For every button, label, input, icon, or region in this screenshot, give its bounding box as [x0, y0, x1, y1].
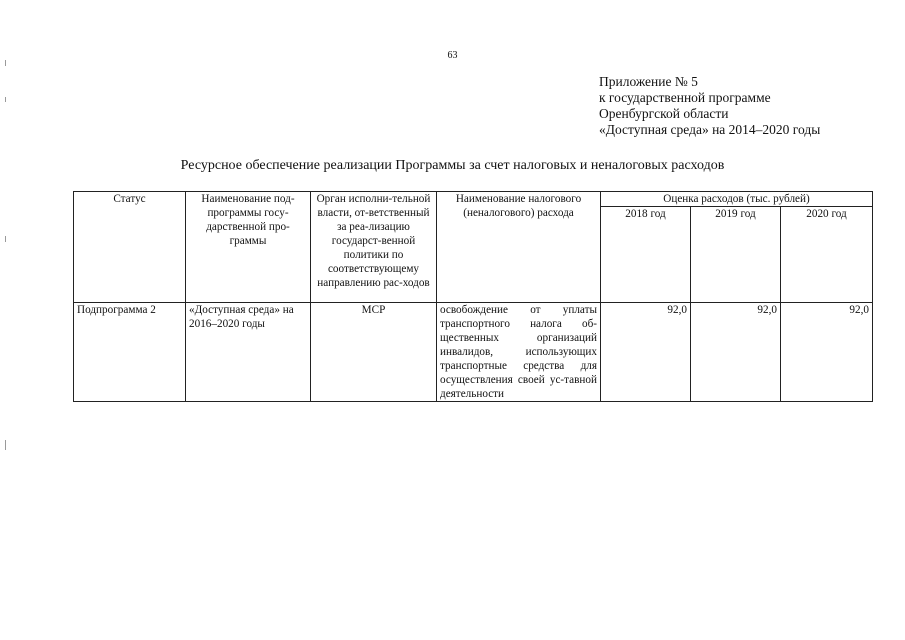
scan-edge-mark	[5, 97, 6, 102]
resource-table	[73, 191, 873, 402]
cell-value: 92,0	[691, 303, 781, 402]
cell-value: 92,0	[781, 303, 873, 402]
table-row	[74, 303, 873, 402]
cell-subprogram: «Доступная среда» на 2016–2020 годы	[186, 303, 311, 402]
appendix-line: «Доступная среда» на 2014–2020 годы	[599, 122, 821, 137]
header-subprogram: Наименование под-программы госу-дарственной про-граммы	[186, 192, 311, 303]
table-header-row	[74, 192, 873, 207]
page-number: 63	[447, 50, 458, 61]
header-year: 2018 год	[601, 207, 691, 303]
scan-edge-mark	[5, 236, 6, 242]
appendix-line: Приложение № 5	[599, 74, 698, 89]
cell-authority: МСР	[311, 303, 437, 402]
cell-status: Подпрограмма 2	[74, 303, 186, 402]
cell-expense: освобождение от уплаты транспортного налога об-щественных организаций инвалидов, использующих транспортные средства для осуществления своей ус-тавной деятельности	[437, 303, 601, 402]
header-expense: Наименование налогового (неналогового) расхода	[437, 192, 601, 303]
cell-value: 92,0	[601, 303, 691, 402]
header-estimate: Оценка расходов (тыс. рублей)	[601, 192, 873, 207]
appendix-line: к государственной программе	[599, 90, 771, 105]
header-authority: Орган исполни-тельной власти, от-ветственный за реа-лизацию государст-венной политики по соответствующему направлению рас-ходов	[311, 192, 437, 303]
header-year: 2020 год	[781, 207, 873, 303]
scan-edge-mark	[5, 440, 6, 450]
appendix-block	[599, 74, 820, 138]
appendix-line: Оренбургской области	[599, 106, 729, 121]
header-year: 2019 год	[691, 207, 781, 303]
header-status: Статус	[74, 192, 186, 303]
document-title: Ресурсное обеспечение реализации Программы за счет налоговых и неналоговых расходов	[180, 158, 725, 173]
